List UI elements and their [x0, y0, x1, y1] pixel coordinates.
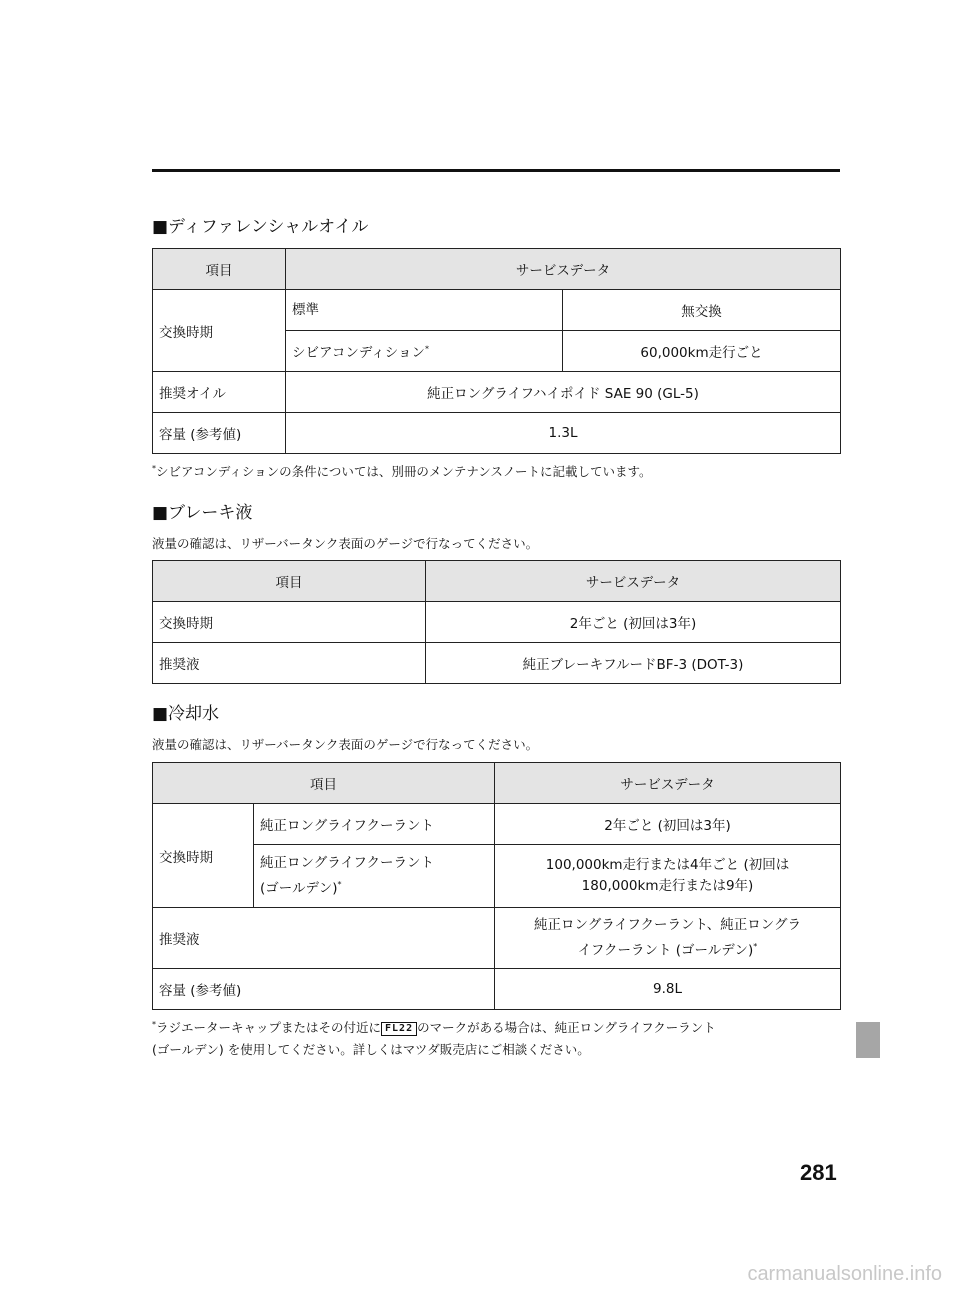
recommended-fluid-value: [495, 908, 841, 969]
table-row: [153, 602, 841, 643]
coolant-table: [152, 762, 841, 1010]
golden-llc-value: [495, 845, 841, 908]
table-header-row: [153, 249, 841, 290]
table-row: [153, 643, 841, 684]
change-interval-value: 2年ごと (初回は3年): [426, 602, 841, 643]
recommended-fluid-value-line2: イフクーラント (ゴールデン): [577, 942, 754, 959]
table-row: [153, 908, 841, 969]
recommended-fluid-label: 推奨液: [153, 643, 426, 684]
brake-fluid-table: [152, 560, 841, 684]
table-header-row: [153, 763, 841, 804]
header-service-data: サービスデータ: [426, 561, 841, 602]
severe-value: 60,000km走行ごと: [563, 331, 841, 372]
recommended-fluid-label: 推奨液: [153, 908, 495, 969]
llc-value: 2年ごと (初回は3年): [495, 804, 841, 845]
capacity-label: 容量 (参考値): [153, 969, 495, 1010]
diff-oil-title: ■ディファレンシャルオイル: [152, 217, 369, 237]
footnote-text-part2: のマークがある場合は、純正ロングライフクーラント: [417, 1020, 716, 1036]
diff-oil-footnote: [152, 458, 842, 483]
capacity-value: 1.3L: [286, 413, 841, 454]
golden-llc-label-line2: (ゴールデン): [260, 880, 338, 897]
table-row: [153, 969, 841, 1010]
table-row: [153, 372, 841, 413]
header-item: 項目: [153, 763, 495, 804]
brake-fluid-title: ■ブレーキ液: [152, 503, 253, 523]
coolant-footnote-line1: [152, 1014, 842, 1039]
table-header-row: [153, 561, 841, 602]
brake-fluid-description: 液量の確認は、リザーバータンク表面のゲージで行なってください。: [152, 536, 539, 551]
golden-llc-label-line1: 純正ロングライフクーラント: [260, 854, 435, 871]
coolant-description: 液量の確認は、リザーバータンク表面のゲージで行なってください。: [152, 737, 539, 752]
fl22-mark: FL22: [381, 1022, 417, 1036]
header-item: 項目: [153, 561, 426, 602]
header-item: 項目: [153, 249, 286, 290]
chapter-tab-marker: [856, 1022, 880, 1058]
recommended-fluid-value-line2-wrap: [501, 936, 834, 962]
recommended-fluid-value: 純正ブレーキフルードBF-3 (DOT-3): [426, 643, 841, 684]
asterisk-mark: *: [337, 879, 342, 889]
standard-value: 無交換: [563, 290, 841, 331]
asterisk-mark: *: [753, 941, 758, 951]
golden-llc-label: [254, 845, 495, 908]
standard-label: 標準: [286, 290, 563, 331]
golden-llc-value-line2: 180,000km走行または9年): [581, 878, 754, 894]
asterisk-mark: *: [152, 1020, 156, 1029]
coolant-footnote-line2: (ゴールデン) を使用してください。詳しくはマツダ販売店にご相談ください。: [152, 1042, 590, 1058]
table-row: [153, 804, 841, 845]
top-rule: [152, 169, 840, 172]
recommended-oil-label: 推奨オイル: [153, 372, 286, 413]
severe-label: シビアコンディション: [292, 345, 425, 361]
recommended-fluid-value-line1: 純正ロングライフクーラント、純正ロングラ: [533, 916, 802, 933]
change-interval-label: 交換時期: [153, 804, 254, 908]
header-service-data: サービスデータ: [495, 763, 841, 804]
header-service-data: サービスデータ: [286, 249, 841, 290]
golden-llc-label-line2-wrap: [260, 874, 488, 900]
llc-label: 純正ロングライフクーラント: [254, 804, 495, 845]
coolant-footnote: [152, 1014, 842, 1061]
footnote-text: シビアコンディションの条件については、別冊のメンテナンスノートに記載しています。: [156, 464, 652, 480]
coolant-title: ■冷却水: [152, 704, 220, 724]
table-row: [153, 845, 841, 908]
recommended-oil-value: 純正ロングライフハイポイド SAE 90 (GL-5): [286, 372, 841, 413]
diff-oil-table: [152, 248, 841, 454]
table-row: [153, 413, 841, 454]
capacity-label: 容量 (参考値): [153, 413, 286, 454]
asterisk-mark: *: [152, 464, 156, 473]
page-number: 281: [800, 1160, 837, 1185]
asterisk-mark: *: [424, 344, 429, 354]
table-row: [153, 290, 841, 331]
capacity-value: 9.8L: [495, 969, 841, 1010]
footnote-text-part1: ラジエーターキャップまたはその付近に: [156, 1020, 382, 1036]
change-interval-label: 交換時期: [153, 290, 286, 372]
severe-condition-cell: [286, 331, 563, 372]
watermark: carmanualsonline.info: [747, 1263, 942, 1285]
change-interval-label: 交換時期: [153, 602, 426, 643]
golden-llc-value-line1: 100,000km走行または4年ごと (初回は: [545, 857, 790, 873]
